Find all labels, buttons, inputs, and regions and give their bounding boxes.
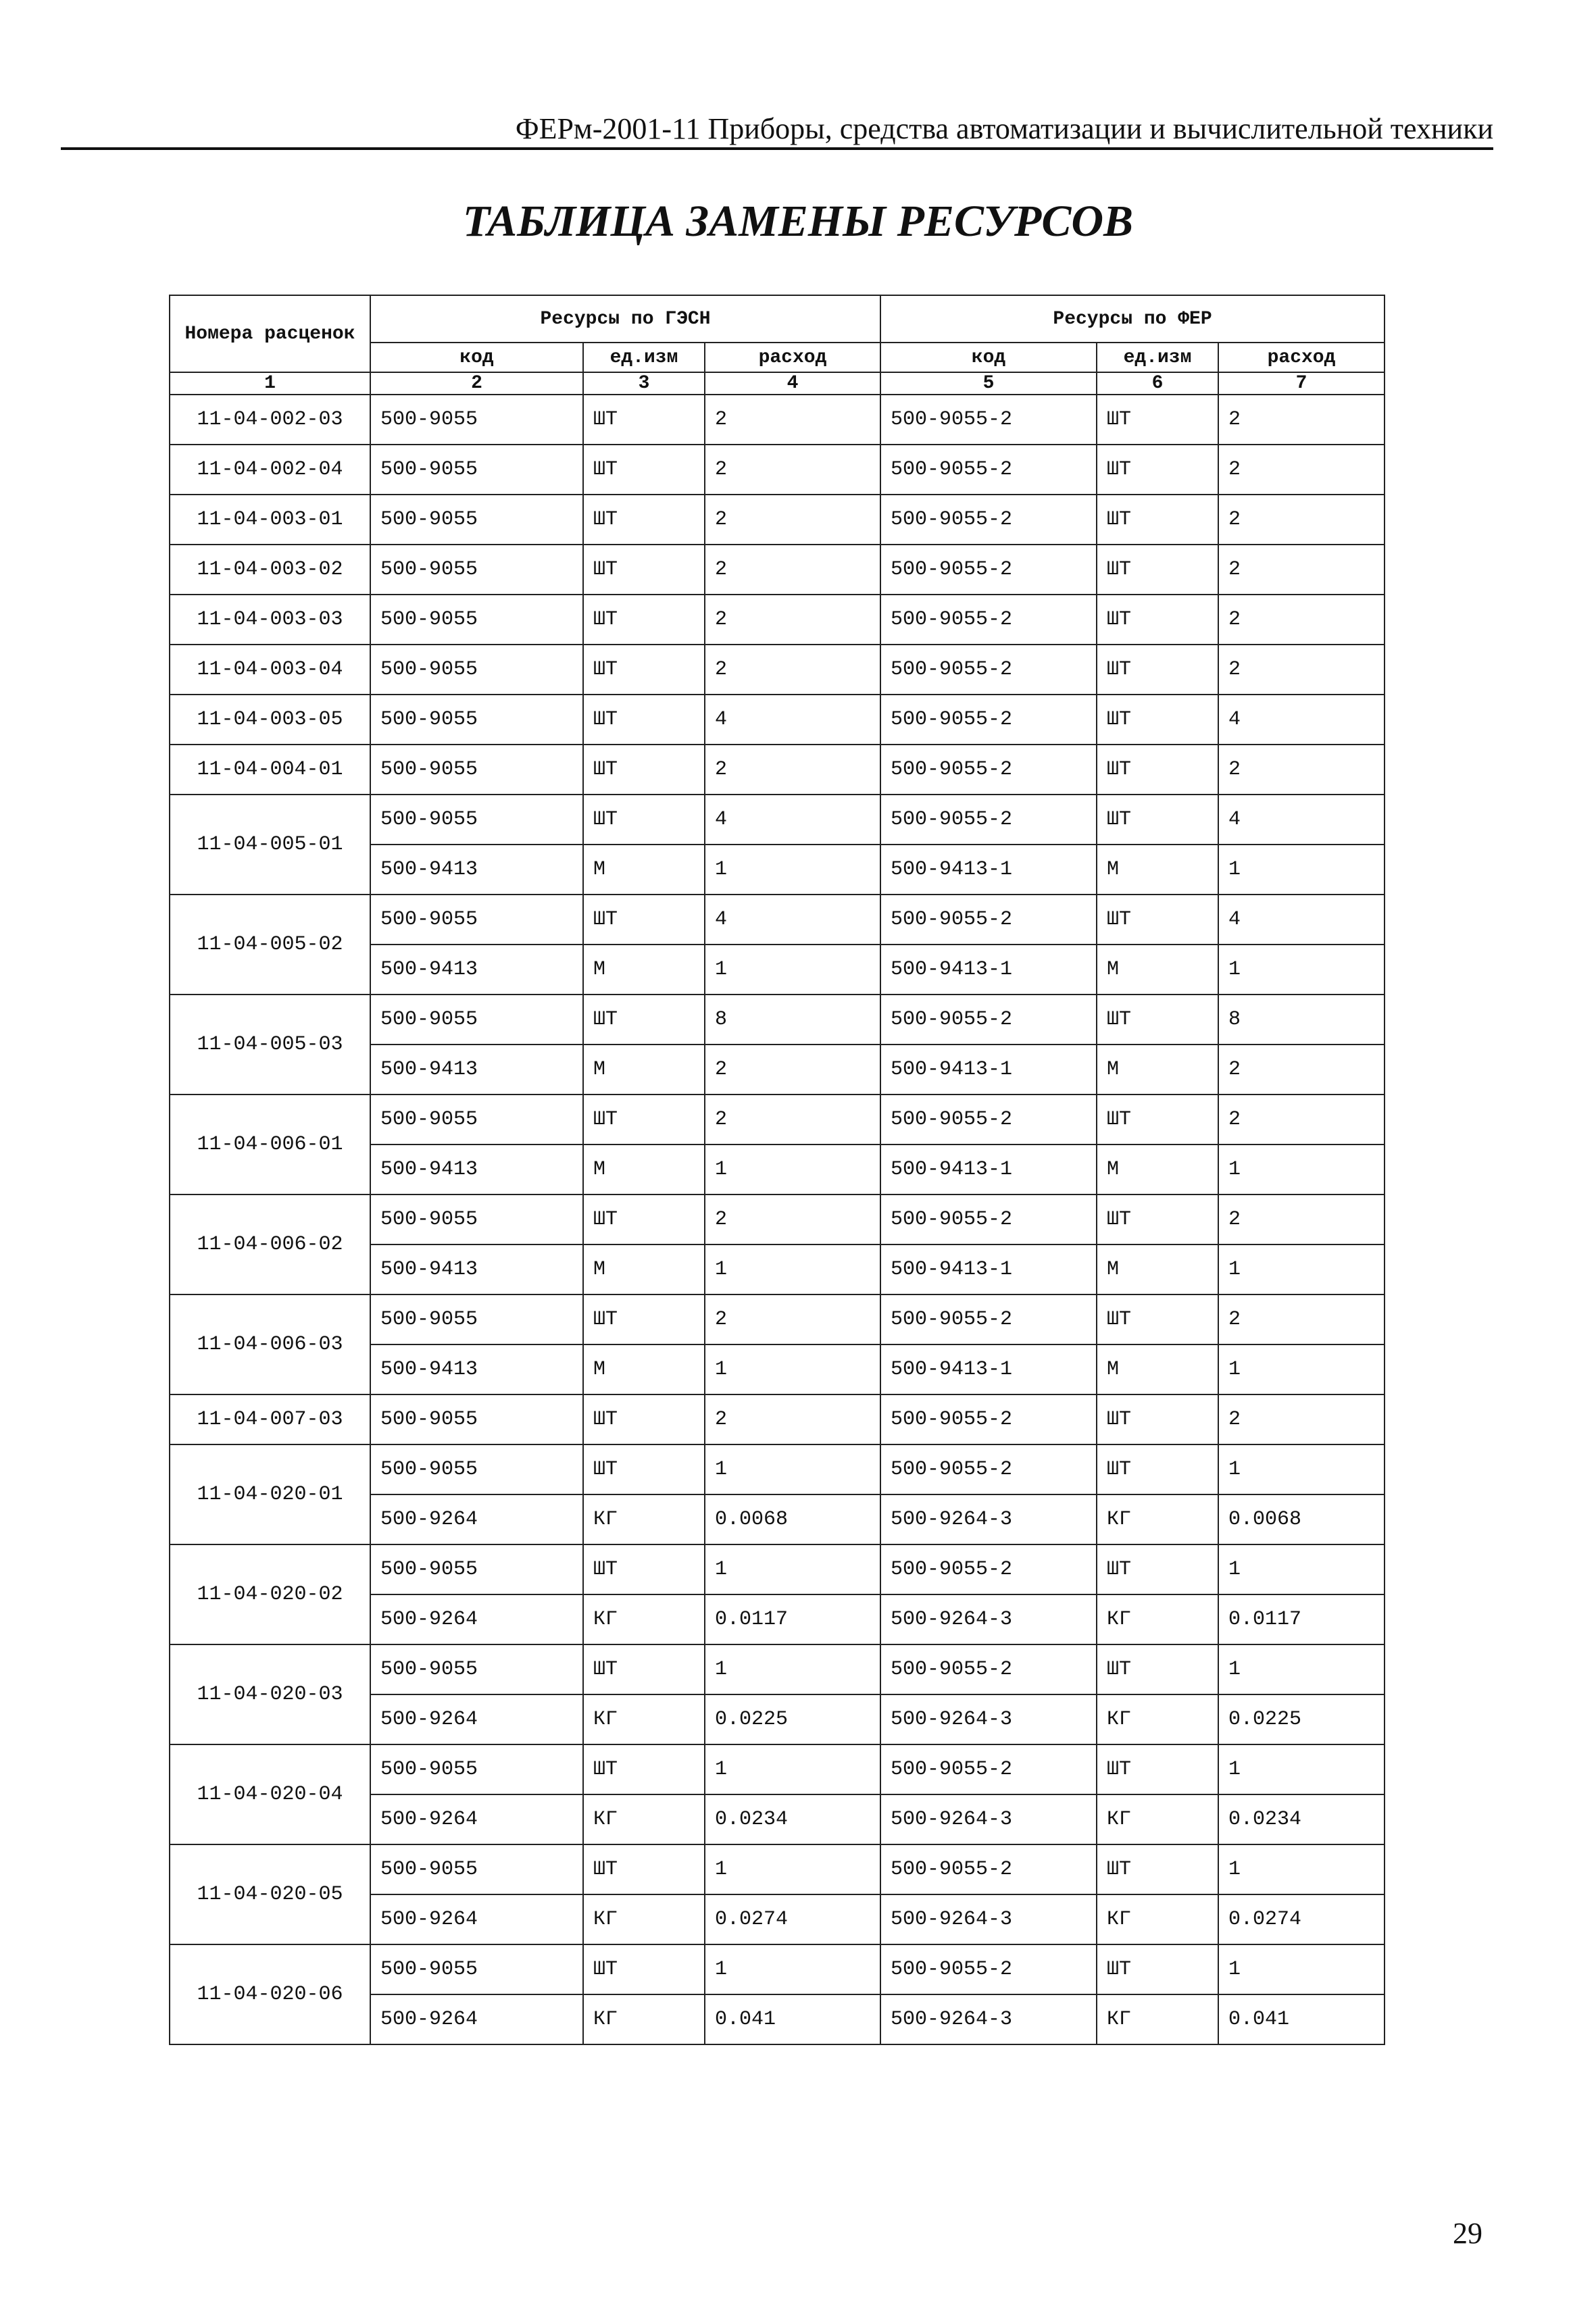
table-row [170,495,1385,545]
gesn-unit-cell: КГ [583,1894,705,1944]
fer-qty-cell: 1 [1218,945,1385,995]
fer-unit-cell: ШТ [1097,1844,1218,1894]
rate-number-cell: 11-04-002-03 [170,395,370,445]
fer-unit-cell: М [1097,845,1218,895]
fer-unit-cell: ШТ [1097,395,1218,445]
fer-unit-cell: ШТ [1097,795,1218,845]
fer-unit-cell: КГ [1097,1494,1218,1544]
fer-unit-cell: ШТ [1097,995,1218,1045]
gesn-code-cell: 500-9264 [370,1794,583,1844]
fer-unit-cell: М [1097,1344,1218,1394]
fer-qty-cell: 2 [1218,745,1385,795]
table-row [170,745,1385,795]
fer-unit-cell: КГ [1097,1894,1218,1944]
fer-code-cell: 500-9413-1 [880,1045,1097,1095]
fer-code-cell: 500-9055-2 [880,1644,1097,1694]
gesn-unit-cell: ШТ [583,995,705,1045]
fer-qty-cell: 2 [1218,595,1385,645]
fer-unit-cell: ШТ [1097,1744,1218,1794]
gesn-unit-cell: ШТ [583,1194,705,1244]
fer-unit-cell: М [1097,1145,1218,1194]
gesn-unit-cell: ШТ [583,1744,705,1794]
gesn-code-cell: 500-9055 [370,1294,583,1344]
gesn-qty-cell: 0.0274 [705,1894,880,1944]
running-header: ФЕРм-2001-11 Приборы, средства автоматизации и вычислительной техники [515,112,1493,145]
gesn-qty-cell: 1 [705,1844,880,1894]
resource-replacement-table [169,295,1385,2045]
gesn-unit-cell: ШТ [583,495,705,545]
fer-code-cell: 500-9055-2 [880,1844,1097,1894]
gesn-qty-cell: 2 [705,1194,880,1244]
header-gesn-unit: ед.изм [583,343,705,372]
fer-unit-cell: ШТ [1097,645,1218,695]
gesn-unit-cell: КГ [583,1794,705,1844]
gesn-qty-cell: 2 [705,1045,880,1095]
table-row [170,895,1385,945]
gesn-code-cell: 500-9264 [370,1894,583,1944]
gesn-unit-cell: КГ [583,1994,705,2044]
fer-unit-cell: М [1097,1244,1218,1294]
gesn-code-cell: 500-9055 [370,745,583,795]
fer-code-cell: 500-9055-2 [880,1544,1097,1594]
gesn-qty-cell: 2 [705,745,880,795]
column-number: 7 [1218,372,1385,395]
table-row [170,1394,1385,1444]
fer-qty-cell: 0.0117 [1218,1594,1385,1644]
fer-unit-cell: ШТ [1097,1944,1218,1994]
table-row [170,1644,1385,1694]
fer-qty-cell: 8 [1218,995,1385,1045]
gesn-code-cell: 500-9055 [370,1444,583,1494]
table-row [170,695,1385,745]
header-rule [61,147,1493,150]
gesn-code-cell: 500-9055 [370,1944,583,1994]
gesn-qty-cell: 1 [705,1344,880,1394]
fer-qty-cell: 1 [1218,1444,1385,1494]
fer-code-cell: 500-9055-2 [880,595,1097,645]
fer-unit-cell: ШТ [1097,1194,1218,1244]
gesn-unit-cell: ШТ [583,1644,705,1694]
gesn-qty-cell: 2 [705,495,880,545]
column-number: 4 [705,372,880,395]
gesn-code-cell: 500-9055 [370,1394,583,1444]
gesn-unit-cell: ШТ [583,695,705,745]
fer-qty-cell: 1 [1218,1744,1385,1794]
gesn-unit-cell: М [583,1045,705,1095]
column-number: 5 [880,372,1097,395]
fer-code-cell: 500-9055-2 [880,1194,1097,1244]
gesn-code-cell: 500-9413 [370,1145,583,1194]
gesn-qty-cell: 8 [705,995,880,1045]
fer-unit-cell: М [1097,1045,1218,1095]
gesn-qty-cell: 4 [705,895,880,945]
fer-code-cell: 500-9264-3 [880,1594,1097,1644]
fer-unit-cell: КГ [1097,1994,1218,2044]
fer-qty-cell: 2 [1218,1294,1385,1344]
table-row [170,445,1385,495]
gesn-unit-cell: М [583,1145,705,1194]
gesn-code-cell: 500-9055 [370,595,583,645]
gesn-qty-cell: 4 [705,795,880,845]
gesn-qty-cell: 0.0234 [705,1794,880,1844]
fer-code-cell: 500-9055-2 [880,1944,1097,1994]
table-row [170,395,1385,445]
fer-qty-cell: 0.0068 [1218,1494,1385,1544]
rate-number-cell: 11-04-006-02 [170,1194,370,1294]
gesn-unit-cell: КГ [583,1594,705,1644]
gesn-qty-cell: 0.041 [705,1994,880,2044]
header-group-fer: Ресурсы по ФЕР [880,295,1385,343]
gesn-unit-cell: ШТ [583,545,705,595]
gesn-unit-cell: М [583,1344,705,1394]
gesn-code-cell: 500-9055 [370,1744,583,1794]
fer-code-cell: 500-9055-2 [880,545,1097,595]
table-body [170,395,1385,2044]
rate-number-cell: 11-04-020-01 [170,1444,370,1544]
column-number: 6 [1097,372,1218,395]
fer-code-cell: 500-9413-1 [880,1244,1097,1294]
gesn-unit-cell: ШТ [583,595,705,645]
rate-number-cell: 11-04-003-03 [170,595,370,645]
rate-number-cell: 11-04-002-04 [170,445,370,495]
gesn-qty-cell: 2 [705,445,880,495]
gesn-qty-cell: 1 [705,1944,880,1994]
gesn-unit-cell: М [583,945,705,995]
table-row [170,1444,1385,1494]
gesn-unit-cell: ШТ [583,745,705,795]
gesn-qty-cell: 2 [705,1294,880,1344]
gesn-qty-cell: 2 [705,545,880,595]
fer-qty-cell: 1 [1218,1544,1385,1594]
fer-qty-cell: 2 [1218,495,1385,545]
rate-number-cell: 11-04-005-03 [170,995,370,1095]
page-number: 29 [1453,2217,1482,2250]
fer-qty-cell: 0.0225 [1218,1694,1385,1744]
fer-code-cell: 500-9055-2 [880,495,1097,545]
gesn-code-cell: 500-9264 [370,1694,583,1744]
fer-code-cell: 500-9055-2 [880,1095,1097,1145]
gesn-unit-cell: ШТ [583,1394,705,1444]
gesn-unit-cell: ШТ [583,1444,705,1494]
gesn-code-cell: 500-9055 [370,1544,583,1594]
gesn-code-cell: 500-9055 [370,995,583,1045]
table-row [170,545,1385,595]
fer-qty-cell: 2 [1218,1394,1385,1444]
gesn-code-cell: 500-9264 [370,1994,583,2044]
table-row [170,1294,1385,1344]
gesn-unit-cell: ШТ [583,395,705,445]
rate-number-cell: 11-04-003-02 [170,545,370,595]
fer-qty-cell: 1 [1218,1344,1385,1394]
gesn-code-cell: 500-9413 [370,1344,583,1394]
gesn-qty-cell: 1 [705,1244,880,1294]
fer-unit-cell: КГ [1097,1794,1218,1844]
gesn-code-cell: 500-9055 [370,495,583,545]
fer-code-cell: 500-9055-2 [880,795,1097,845]
fer-code-cell: 500-9055-2 [880,1744,1097,1794]
fer-code-cell: 500-9413-1 [880,845,1097,895]
table-row [170,995,1385,1045]
gesn-qty-cell: 4 [705,695,880,745]
gesn-qty-cell: 1 [705,1644,880,1694]
gesn-unit-cell: ШТ [583,645,705,695]
header-fer-unit: ед.изм [1097,343,1218,372]
fer-unit-cell: ШТ [1097,1444,1218,1494]
rate-number-cell: 11-04-020-05 [170,1844,370,1944]
fer-code-cell: 500-9413-1 [880,945,1097,995]
fer-code-cell: 500-9055-2 [880,395,1097,445]
gesn-unit-cell: ШТ [583,895,705,945]
fer-qty-cell: 4 [1218,695,1385,745]
fer-code-cell: 500-9055-2 [880,745,1097,795]
fer-unit-cell: ШТ [1097,1294,1218,1344]
gesn-code-cell: 500-9264 [370,1594,583,1644]
table-row [170,1744,1385,1794]
table-title: ТАБЛИЦА ЗАМЕНЫ РЕСУРСОВ [462,197,1134,246]
header-fer-code: код [880,343,1097,372]
gesn-unit-cell: ШТ [583,445,705,495]
header-group-gesn: Ресурсы по ГЭСН [370,295,880,343]
table-row [170,1095,1385,1145]
table-row [170,1844,1385,1894]
fer-qty-cell: 2 [1218,645,1385,695]
rate-number-cell: 11-04-005-02 [170,895,370,995]
fer-unit-cell: КГ [1097,1594,1218,1644]
rate-number-cell: 11-04-006-01 [170,1095,370,1194]
table-row [170,645,1385,695]
fer-unit-cell: ШТ [1097,745,1218,795]
gesn-code-cell: 500-9055 [370,545,583,595]
gesn-unit-cell: ШТ [583,1944,705,1994]
fer-qty-cell: 1 [1218,1944,1385,1994]
rate-number-cell: 11-04-006-03 [170,1294,370,1394]
rate-number-cell: 11-04-003-04 [170,645,370,695]
fer-qty-cell: 2 [1218,545,1385,595]
gesn-qty-cell: 1 [705,1744,880,1794]
gesn-unit-cell: КГ [583,1494,705,1544]
fer-qty-cell: 2 [1218,395,1385,445]
gesn-code-cell: 500-9264 [370,1494,583,1544]
fer-code-cell: 500-9413-1 [880,1145,1097,1194]
rate-number-cell: 11-04-020-02 [170,1544,370,1644]
fer-qty-cell: 1 [1218,1844,1385,1894]
fer-qty-cell: 4 [1218,895,1385,945]
fer-unit-cell: ШТ [1097,1544,1218,1594]
header-fer-qty: расход [1218,343,1385,372]
fer-qty-cell: 2 [1218,445,1385,495]
table-row [170,1944,1385,1994]
gesn-code-cell: 500-9055 [370,395,583,445]
fer-code-cell: 500-9055-2 [880,445,1097,495]
fer-code-cell: 500-9264-3 [880,1494,1097,1544]
fer-qty-cell: 0.0234 [1218,1794,1385,1844]
fer-unit-cell: КГ [1097,1694,1218,1744]
fer-code-cell: 500-9264-3 [880,1894,1097,1944]
fer-unit-cell: ШТ [1097,1095,1218,1145]
gesn-code-cell: 500-9055 [370,695,583,745]
gesn-unit-cell: КГ [583,1694,705,1744]
header-rate-numbers: Номера расценок [170,295,370,372]
gesn-qty-cell: 0.0225 [705,1694,880,1744]
fer-code-cell: 500-9055-2 [880,645,1097,695]
fer-unit-cell: ШТ [1097,445,1218,495]
fer-qty-cell: 0.0274 [1218,1894,1385,1944]
fer-code-cell: 500-9055-2 [880,895,1097,945]
fer-unit-cell: ШТ [1097,495,1218,545]
fer-qty-cell: 2 [1218,1045,1385,1095]
fer-qty-cell: 1 [1218,1644,1385,1694]
gesn-code-cell: 500-9413 [370,845,583,895]
fer-code-cell: 500-9055-2 [880,995,1097,1045]
gesn-qty-cell: 2 [705,1394,880,1444]
gesn-code-cell: 500-9055 [370,1194,583,1244]
gesn-code-cell: 500-9055 [370,795,583,845]
rate-number-cell: 11-04-007-03 [170,1394,370,1444]
fer-qty-cell: 0.041 [1218,1994,1385,2044]
rate-number-cell: 11-04-005-01 [170,795,370,895]
gesn-code-cell: 500-9413 [370,945,583,995]
gesn-qty-cell: 0.0068 [705,1494,880,1544]
gesn-code-cell: 500-9055 [370,895,583,945]
rate-number-cell: 11-04-003-01 [170,495,370,545]
rate-number-cell: 11-04-003-05 [170,695,370,745]
table-row [170,1544,1385,1594]
fer-code-cell: 500-9264-3 [880,1694,1097,1744]
fer-qty-cell: 2 [1218,1095,1385,1145]
column-number: 2 [370,372,583,395]
gesn-unit-cell: ШТ [583,1844,705,1894]
fer-code-cell: 500-9413-1 [880,1344,1097,1394]
gesn-qty-cell: 1 [705,1145,880,1194]
column-number: 1 [170,372,370,395]
fer-unit-cell: ШТ [1097,895,1218,945]
gesn-qty-cell: 2 [705,1095,880,1145]
fer-unit-cell: ШТ [1097,1394,1218,1444]
fer-unit-cell: М [1097,945,1218,995]
fer-qty-cell: 1 [1218,845,1385,895]
gesn-unit-cell: ШТ [583,1544,705,1594]
gesn-qty-cell: 2 [705,645,880,695]
gesn-qty-cell: 1 [705,1544,880,1594]
gesn-qty-cell: 1 [705,945,880,995]
fer-code-cell: 500-9264-3 [880,1994,1097,2044]
gesn-qty-cell: 2 [705,395,880,445]
fer-code-cell: 500-9055-2 [880,1294,1097,1344]
gesn-unit-cell: М [583,1244,705,1294]
rate-number-cell: 11-04-004-01 [170,745,370,795]
gesn-qty-cell: 1 [705,1444,880,1494]
fer-unit-cell: ШТ [1097,545,1218,595]
fer-code-cell: 500-9055-2 [880,695,1097,745]
fer-code-cell: 500-9055-2 [880,1444,1097,1494]
table-row [170,795,1385,845]
fer-qty-cell: 1 [1218,1244,1385,1294]
gesn-code-cell: 500-9055 [370,1095,583,1145]
gesn-unit-cell: М [583,845,705,895]
fer-unit-cell: ШТ [1097,595,1218,645]
fer-unit-cell: ШТ [1097,695,1218,745]
rate-number-cell: 11-04-020-03 [170,1644,370,1744]
column-number: 3 [583,372,705,395]
gesn-code-cell: 500-9413 [370,1045,583,1095]
gesn-qty-cell: 2 [705,595,880,645]
fer-qty-cell: 4 [1218,795,1385,845]
gesn-code-cell: 500-9055 [370,445,583,495]
fer-qty-cell: 1 [1218,1145,1385,1194]
fer-qty-cell: 2 [1218,1194,1385,1244]
gesn-unit-cell: ШТ [583,1095,705,1145]
gesn-code-cell: 500-9055 [370,645,583,695]
fer-unit-cell: ШТ [1097,1644,1218,1694]
rate-number-cell: 11-04-020-06 [170,1944,370,2044]
gesn-code-cell: 500-9055 [370,1644,583,1694]
gesn-code-cell: 500-9055 [370,1844,583,1894]
gesn-unit-cell: ШТ [583,1294,705,1344]
header-gesn-code: код [370,343,583,372]
gesn-qty-cell: 0.0117 [705,1594,880,1644]
fer-code-cell: 500-9055-2 [880,1394,1097,1444]
fer-code-cell: 500-9264-3 [880,1794,1097,1844]
table-row [170,1194,1385,1244]
gesn-qty-cell: 1 [705,845,880,895]
gesn-unit-cell: ШТ [583,795,705,845]
table-row [170,595,1385,645]
rate-number-cell: 11-04-020-04 [170,1744,370,1844]
header-gesn-qty: расход [705,343,880,372]
column-number-row [170,372,1385,395]
gesn-code-cell: 500-9413 [370,1244,583,1294]
